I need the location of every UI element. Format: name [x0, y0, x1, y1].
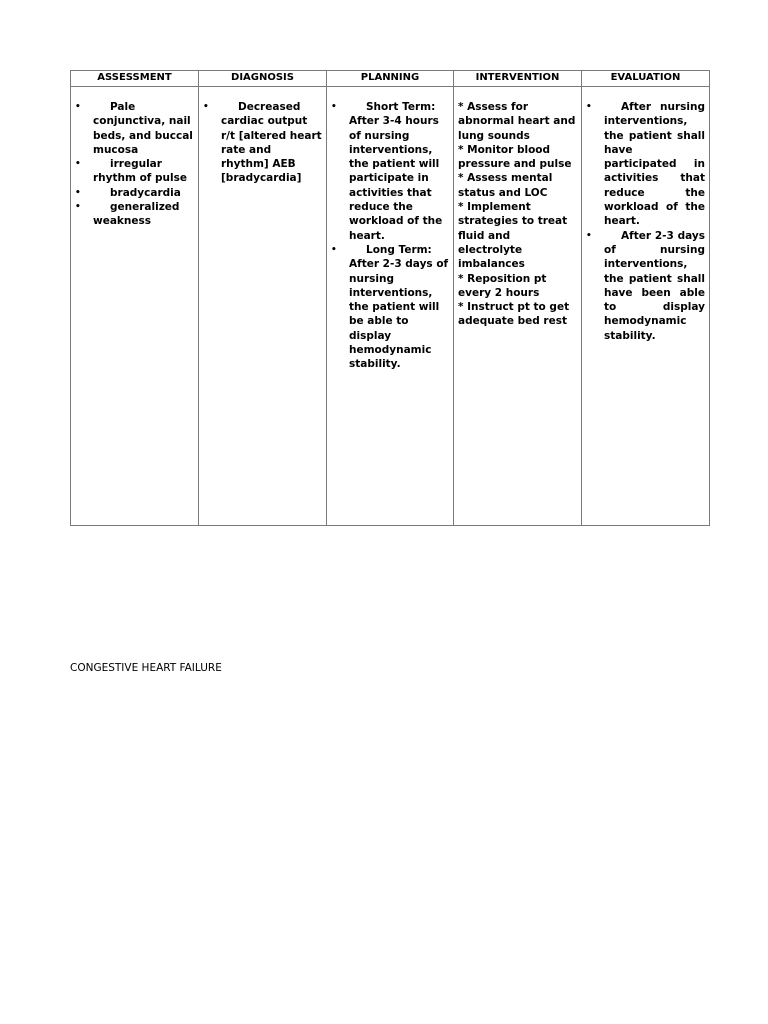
list-item: • Pale conjunctiva, nail beds, and buccal mucosa	[75, 100, 194, 157]
header-planning: PLANNING	[327, 71, 454, 87]
list-item: * Reposition pt every 2 hours	[458, 272, 547, 299]
document-footer-title: CONGESTIVE HEART FAILURE	[70, 662, 222, 674]
list-item: * Instruct pt to get adequate bed rest	[458, 301, 570, 328]
list-item: • Short Term: After 3-4 hours of nursing interventions, the patient will participate in activities that reduce the workload of the heart.	[331, 100, 449, 243]
list-item: • Long Term: After 2-3 days of nursing interventions, the patient will be able to display hemodynamic stability.	[331, 243, 449, 372]
evaluation-list	[586, 100, 705, 343]
planning-list	[331, 100, 449, 372]
list-item: * Implement strategies to treat fluid and electrolyte imbalances	[458, 201, 568, 271]
list-item: • After 2-3 days of nursing interventions, the patient shall have been able to display hemodynamic stability.	[586, 229, 705, 343]
list-item: • irregular rhythm of pulse	[75, 157, 194, 186]
list-item: • After nursing interventions, the patient shall have participated in activities that reduce the workload of the heart.	[586, 100, 705, 229]
list-item: * Assess mental status and LOC	[458, 172, 553, 199]
intervention-cell	[454, 87, 582, 526]
table-row	[71, 87, 710, 526]
header-diagnosis: DIAGNOSIS	[199, 71, 327, 87]
table-header-row	[71, 71, 710, 87]
diagnosis-list	[203, 100, 322, 186]
list-item: • Decreased cardiac output r/t [altered heart rate and rhythm] AEB [bradycardia]	[203, 100, 322, 186]
diagnosis-cell	[199, 87, 327, 526]
list-item: * Assess for abnormal heart and lung sounds	[458, 101, 576, 142]
header-intervention: INTERVENTION	[454, 71, 582, 87]
assessment-cell	[71, 87, 199, 526]
header-assessment: ASSESSMENT	[71, 71, 199, 87]
nursing-care-plan-table	[70, 70, 710, 526]
assessment-list	[75, 100, 194, 229]
list-item: • bradycardia	[75, 186, 194, 200]
header-evaluation: EVALUATION	[582, 71, 710, 87]
evaluation-cell	[582, 87, 710, 526]
list-item: * Monitor blood pressure and pulse	[458, 143, 572, 171]
intervention-list	[458, 100, 577, 329]
planning-cell	[327, 87, 454, 526]
list-item: • generalized weakness	[75, 200, 194, 229]
